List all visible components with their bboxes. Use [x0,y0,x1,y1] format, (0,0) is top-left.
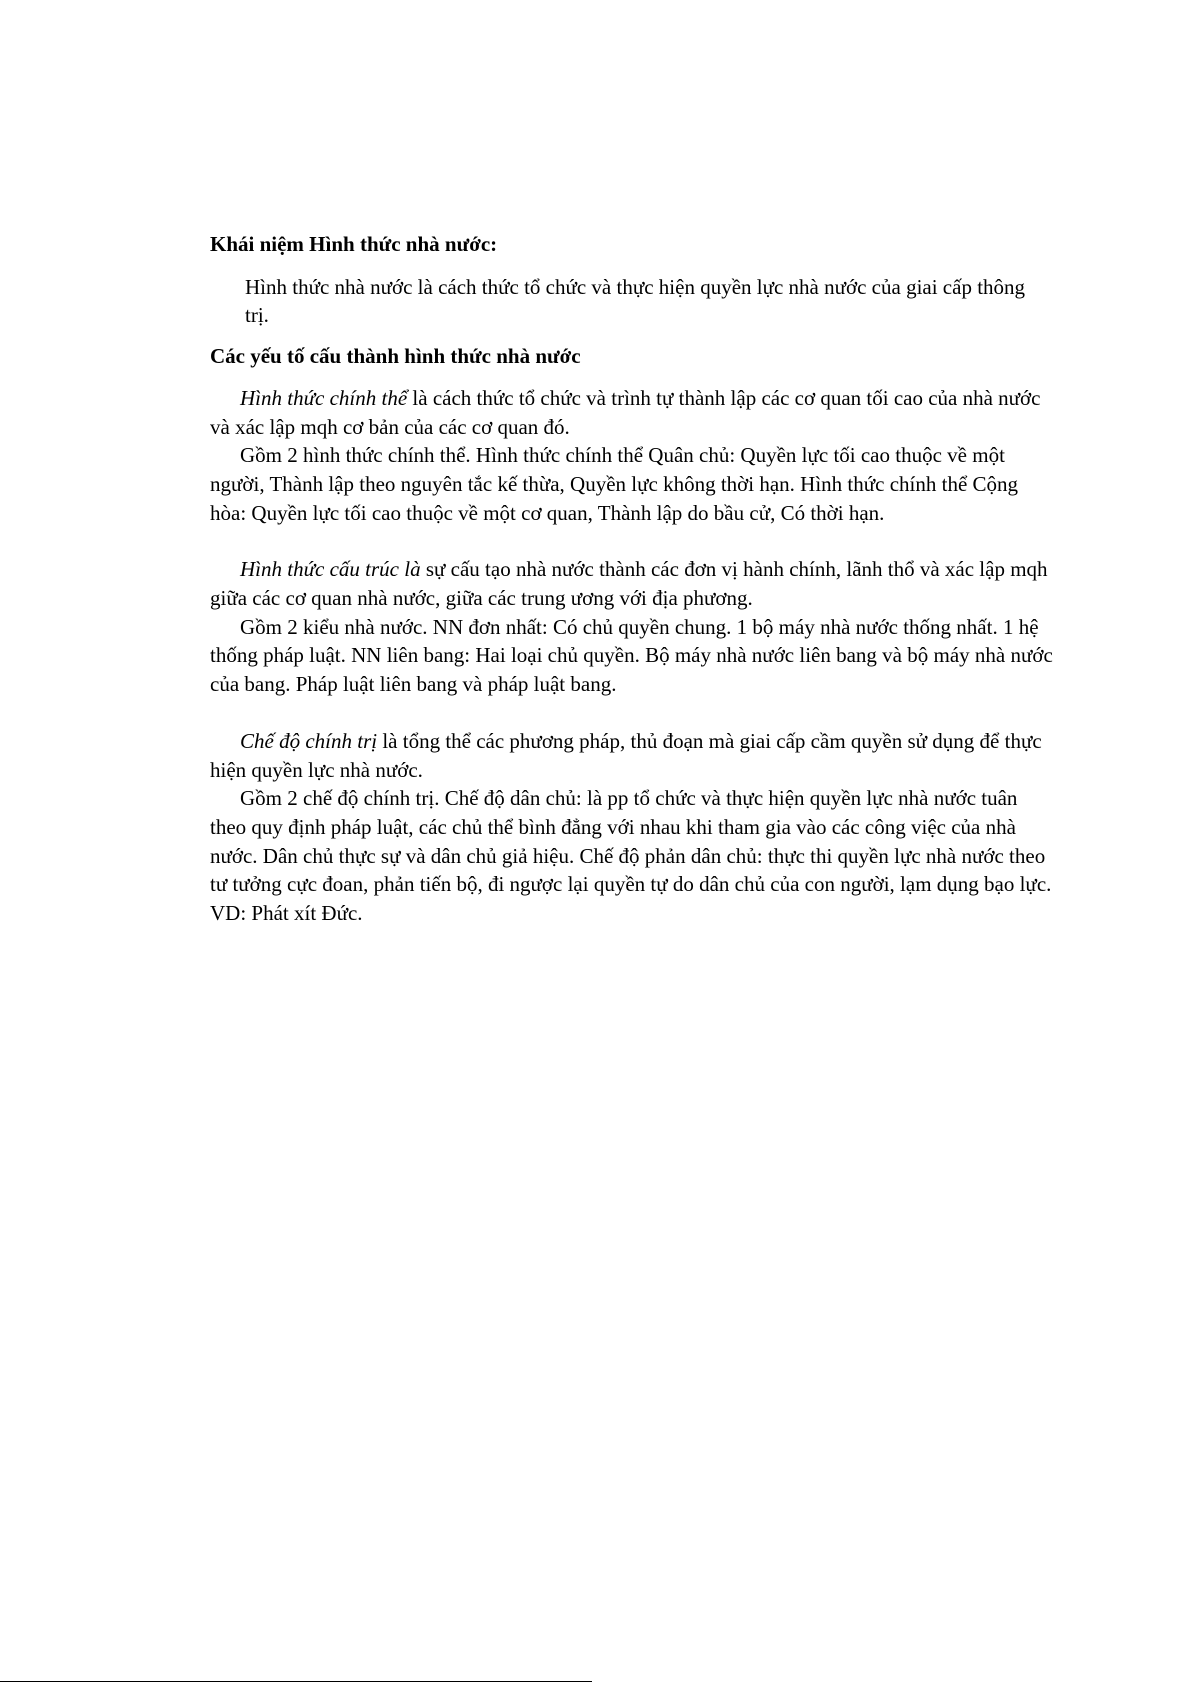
concept-definition: Hình thức nhà nước là cách thức tổ chức và thực hiện quyền lực nhà nước của giai cấp thông trị. [245,274,1026,328]
section-detail: Gồm 2 chế độ chính trị. Chế độ dân chủ: là pp tổ chức và thực hiện quyền lực nhà nước tuân theo quy định pháp luật, các chủ thể bình đẳng với nhau khi tham gia vào các công việc của nhà nước. Dân chủ thực sự và dân chủ giả hiệu. Chế độ phản dân chủ: thực thi quyền lực nhà nước theo tư tưởng cực đoan, phản tiến bộ, đi ngược lại quyền tự do dân chủ của con người, lạm dụng bạo lực. VD: Phát xít Đức. [210,786,1052,926]
section-term: Hình thức cấu trúc là [240,557,421,582]
section-structure-form [210,555,1055,699]
section-political-regime [210,727,1055,928]
section-government-form [210,384,1055,528]
section-detail: Gồm 2 kiểu nhà nước. NN đơn nhất: Có chủ quyền chung. 1 bộ máy nhà nước thống nhất. 1 hệ thống pháp luật. NN liên bang: Hai loại chủ quyền. Bộ máy nhà nước liên bang và bộ máy nhà nước của bang. Pháp luật liên bang và pháp luật bang. [210,614,1053,697]
heading-components: Các yếu tố cấu thành hình thức nhà nước [210,344,581,369]
section-term: Hình thức chính thể [240,385,408,410]
footer-divider [0,1681,592,1682]
document-body [210,230,1055,928]
section-definition [210,384,1055,441]
section-definition [210,727,1055,784]
section-definition-text: là tổng thể các phương pháp, thủ đoạn mà giai cấp cầm quyền sử dụng để thực hiện quyền lực nhà nước. [210,728,1042,782]
section-definition-text: sự cấu tạo nhà nước thành các đơn vị hành chính, lãnh thổ và xác lập mqh giữa các cơ quan nhà nước, giữa các trung ương với địa phương. [210,557,1048,611]
section-detail: Gồm 2 hình thức chính thể. Hình thức chính thể Quân chủ: Quyền lực tối cao thuộc về một người, Thành lập theo nguyên tắc kế thừa, Quyền lực không thời hạn. Hình thức chính thể Cộng hòa: Quyền lực tối cao thuộc về một cơ quan, Thành lập do bầu cử, Có thời hạn. [210,443,1019,525]
section-definition-text: là cách thức tổ chức và trình tự thành lập các cơ quan tối cao của nhà nước và xác lập mqh cơ bản của các cơ quan đó. [210,385,1041,439]
heading-concept: Khái niệm Hình thức nhà nước: [210,232,498,256]
section-definition [210,555,1055,612]
section-term: Chế độ chính trị [240,728,378,753]
